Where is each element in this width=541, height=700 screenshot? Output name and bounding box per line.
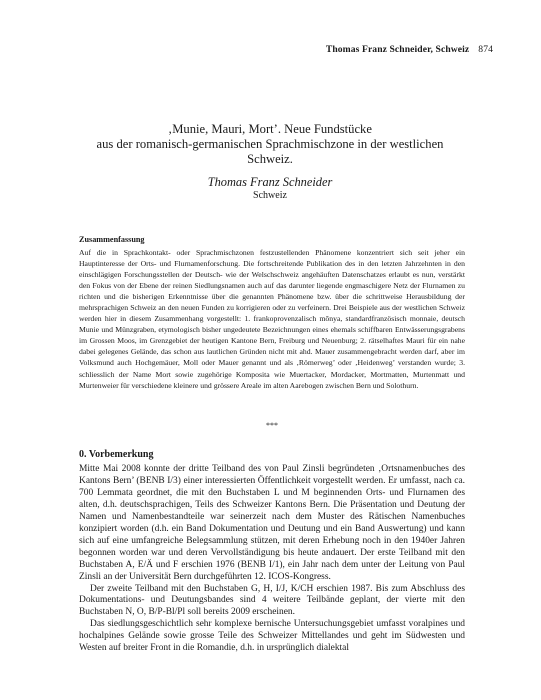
body-line: Der zweite Teilband mit den Buchstaben G, H, I/J, K/CH erschien 1987. Bis zum Abschluss <box>90 583 453 594</box>
body-paragraph <box>79 584 465 620</box>
body-line: ICOS-Kongress. <box>268 571 331 582</box>
abstract-text <box>79 247 465 391</box>
body-text <box>79 464 465 655</box>
title-line: aus der romanisch-germanischen Sprachmischzone in der westlichen <box>96 137 444 151</box>
section-heading: 0. Vorbemerkung <box>79 449 154 460</box>
abstract-line: Auf die in Sprachkontakt- oder Sprachmischzonen festzustellenden Phänomene konzentriert sich seit jeher <box>79 248 456 257</box>
body-line: und hochalpines Gelände sowie grosse Teile des Schweizer Mittellandes und geht im Südwesten <box>79 619 465 642</box>
abstract-line: nicht mit ahd. Mauer zusammengebracht werden darf, aber im Volksmund auch Hochgemäuer, Moll oder <box>79 347 465 368</box>
article-title <box>70 122 470 167</box>
body-line: andauert. Der erste Teilband mit den Buchstaben A, E/Ä und F erschien 1976 (BENB I/1), ein <box>79 547 466 570</box>
abstract-line: sowie zugehörige Komposita wie Muertacker, Mordacker, Mortmatten, Murtenmatt und Murtenweier für <box>79 369 465 390</box>
abstract-line: Entwässerungsgrabens im Grossen Moos, im Grenzgebiet der heutigen Kantone Bern, Freiburg und <box>79 325 465 346</box>
body-line: Flurnamen des alten, d.h. deutschsprachigen, Teils des Schweizer Kantons Bern. Die Präsentation <box>79 487 465 510</box>
page-number: 874 <box>478 44 493 55</box>
title-line: Schweiz. <box>247 152 293 166</box>
author-affiliation: Schweiz <box>253 190 287 201</box>
abstract-line: Zusammenhang vorgestellt: 1. frankoprovenzalisch mōnya, standardfranzösisch monnaie, deutsch Munie <box>79 314 465 335</box>
abstract-line: Jahrzehnten in den einschlägigen Forschungsstellen der Deutsch- wie der Welschschweiz angehäuften <box>79 259 466 280</box>
body-line: und Westen auf breiter Front in die Romandie, d.h. in ursprünglich dialektal <box>79 631 465 654</box>
running-head-author: Thomas Franz Schneider, Schweiz <box>325 44 470 55</box>
body-paragraph <box>79 464 465 584</box>
abstract-line: ein Hauptinteresse der Orts- und Flurnamenforschung. Die fortschreitende Publikation des in den letzten <box>79 248 465 269</box>
body-line: noch in den 1940er Jahren begonnen worden war und deren Vervollständigung bis heute <box>79 535 465 558</box>
abstract-line: darunter liegende engmaschigere Netz der Flurnamen zu richten und die bisherigen Erkenntnisse über die <box>79 281 465 302</box>
title-line: ‚Munie, Mauri, Mort’. Neue Fundstücke <box>168 122 372 136</box>
body-paragraph <box>79 619 465 655</box>
body-line: des Dokumentations- und Deutungsbandes sind 4 weitere Teilbände geplant, der vierte mit den <box>79 583 465 606</box>
abstract-line: genannten Phänomene bzw. über die schrittweise Herausbildung der mehrsprachigen Schweiz an den neuen <box>79 292 465 313</box>
body-line: nach ca. 700 Lemmata geordnet, die mit den Buchstaben L und M beginnenden Orts- und <box>79 475 465 498</box>
body-line: Jahr nach dem unter der Leitung von Paul Zinsli an der Universität Bern durchgeführten 12. <box>79 559 465 582</box>
abstract-line: und Münzgraben, etymologisch bisher ungedeutete Bezeichnungen eines ehemals schiffbaren <box>101 325 395 335</box>
body-line: Auswertung) und kann sich auf eine umfangreiche Belegsammlung stützen, mit deren Erhebung <box>79 523 465 546</box>
section-separator: *** <box>266 421 278 430</box>
body-line: des Kantons Bern’ (BENB I/3) einer interessierten Öffentlichkeit vorgestellt werden. Er umfasst, <box>79 464 465 486</box>
abstract-line: Mauer genannt und als ‚Römerweg’ oder ‚Heidenweg’ verstanden wurde; 3. schliesslich der Name Mort <box>79 358 465 379</box>
abstract-line: Funden zu korrigieren oder zu verfeinern. Drei Beispiele aus der westlichen Schweiz werden hier in diesem <box>79 303 465 324</box>
body-line: und Deutung der Namen und Namenbestandteile war seinerzeit nach dem Muster des Rätischen <box>79 499 465 522</box>
body-line: Buchstaben N, O, B/P-Bl/Pl soll bereits 2009 erscheinen. <box>79 607 295 618</box>
body-line: Mitte Mai 2008 konnte der dritte Teilband des von Paul Zinsli begründeten ‚Ortsnamenbuches <box>79 464 453 474</box>
abstract-line: Neuenburg; 2. rätselhaftes Mauri für ein nahe dabei gelegenes Gelände, das schon aus lautlichen Gründen <box>79 336 465 357</box>
abstract-line: Datenschatzes erlaubt es nun, verstärkt den Fokus von der Ebene der reinen Siedlungsnamen auch auf das <box>79 270 465 291</box>
author-name: Thomas Franz Schneider <box>207 175 333 189</box>
running-head <box>326 44 493 55</box>
abstract-heading: Zusammenfassung <box>79 235 145 244</box>
abstract-line: verschiedene kleinere und grössere Areale im alten Aarebogen zwischen Bern und Solothurn. <box>131 380 419 390</box>
body-line: Das siedlungsgeschichtlich sehr komplexe bernische Untersuchungsgebiet umfasst voralpines <box>90 619 451 630</box>
body-line: Namenbuches konzipiert worden (d.h. ein Band Dokumentation und Deutung und ein Band <box>79 511 465 534</box>
